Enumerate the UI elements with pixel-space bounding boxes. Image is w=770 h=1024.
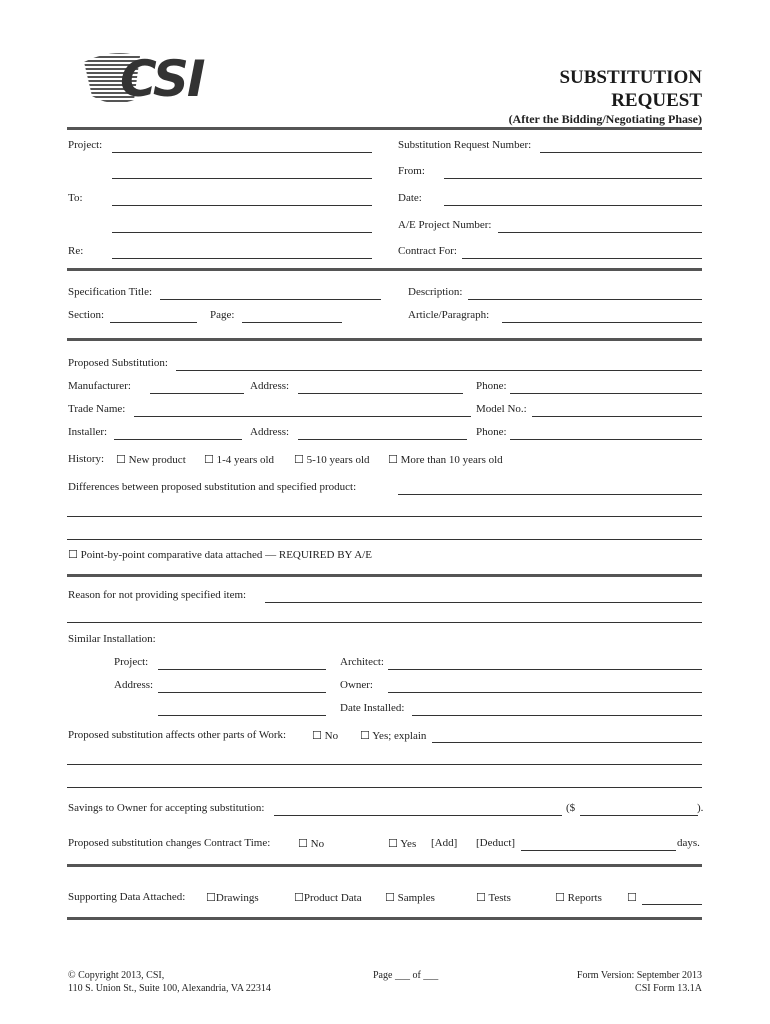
phone-label: Phone:	[476, 380, 507, 392]
footer-page: Page ___ of ___	[373, 970, 439, 981]
date-installed-field[interactable]	[412, 702, 702, 716]
checkbox-icon[interactable]: ☐	[360, 729, 370, 742]
supporting-option-label: Product Data	[303, 892, 362, 904]
supporting-drawings[interactable]	[206, 891, 259, 904]
installer-label: Installer:	[68, 426, 108, 438]
sub-req-number-field[interactable]	[540, 139, 702, 153]
footer-form-no: CSI Form 13.1A	[635, 983, 702, 994]
project-field-2[interactable]	[112, 165, 372, 179]
spec-title-field[interactable]	[160, 286, 381, 300]
installer-field[interactable]	[114, 426, 242, 440]
savings-dollar-open: ($	[566, 802, 576, 814]
history-1-4-years[interactable]	[204, 453, 274, 466]
checkbox-icon[interactable]: ☐	[385, 891, 395, 904]
installer-phone-label: Phone:	[476, 426, 507, 438]
article-label: Article/Paragraph:	[408, 309, 490, 321]
architect-label: Architect:	[340, 656, 384, 668]
csi-logo	[82, 48, 217, 110]
owner-label: Owner:	[340, 679, 373, 691]
divider	[67, 127, 702, 130]
savings-label: Savings to Owner for accepting substitution:	[68, 802, 265, 814]
point-by-point-checkbox[interactable]	[68, 548, 372, 561]
checkbox-icon[interactable]: ☐	[204, 453, 214, 466]
supporting-option-label: Tests	[488, 892, 511, 904]
supporting-samples[interactable]	[385, 891, 435, 904]
similar-project-label: Project:	[114, 656, 149, 668]
trade-name-label: Trade Name:	[68, 403, 126, 415]
description-label: Description:	[408, 286, 463, 298]
differences-label: Differences between proposed substitution and specified product:	[68, 481, 357, 493]
divider	[67, 338, 702, 341]
form-title-line1: SUBSTITUTION	[559, 67, 702, 88]
phone-field[interactable]	[510, 380, 702, 394]
similar-address-field[interactable]	[158, 679, 326, 693]
checkbox-icon[interactable]: ☐	[294, 453, 304, 466]
checkbox-icon[interactable]: ☐	[388, 453, 398, 466]
affects-yes-label: Yes; explain	[372, 730, 427, 742]
affects-explain-field-3[interactable]	[67, 774, 702, 788]
checkbox-icon[interactable]: ☐	[476, 891, 486, 904]
affects-explain-field[interactable]	[432, 729, 702, 743]
history-option-label: 5-10 years old	[306, 454, 370, 466]
to-field[interactable]	[112, 192, 372, 206]
differences-field[interactable]	[398, 481, 702, 495]
differences-field-2[interactable]	[67, 503, 702, 517]
deduct-label[interactable]: [Deduct]	[476, 837, 516, 849]
checkbox-icon[interactable]: ☐	[555, 891, 565, 904]
reason-field[interactable]	[265, 589, 702, 603]
savings-dollar-close: ).	[697, 802, 704, 814]
supporting-other-field[interactable]	[642, 891, 702, 905]
supporting-other[interactable]	[627, 891, 637, 904]
installer-phone-field[interactable]	[510, 426, 702, 440]
footer-address: 110 S. Union St., Suite 100, Alexandria, VA 22314	[68, 983, 271, 994]
history-more-than-10[interactable]	[388, 453, 503, 466]
date-field[interactable]	[444, 192, 702, 206]
similar-address-label: Address:	[114, 679, 154, 691]
contract-for-field[interactable]	[462, 245, 702, 259]
footer-copyright: © Copyright 2013, CSI,	[68, 970, 165, 981]
reason-field-2[interactable]	[67, 609, 702, 623]
reason-label: Reason for not providing specified item:	[68, 589, 247, 601]
supporting-reports[interactable]	[555, 891, 602, 904]
checkbox-icon[interactable]: ☐	[206, 891, 216, 904]
contract-time-yes-label: Yes	[400, 838, 417, 850]
contract-time-no-label: No	[310, 838, 325, 850]
manufacturer-field[interactable]	[150, 380, 244, 394]
checkbox-icon[interactable]: ☐	[312, 729, 322, 742]
supporting-tests[interactable]	[476, 891, 511, 904]
from-field[interactable]	[444, 165, 702, 179]
project-label: Project:	[68, 139, 103, 151]
proposed-substitution-label: Proposed Substitution:	[68, 357, 168, 369]
architect-field[interactable]	[388, 656, 702, 670]
supporting-option-label: Reports	[567, 892, 602, 904]
supporting-data-label: Supporting Data Attached:	[68, 891, 186, 903]
project-field[interactable]	[112, 139, 372, 153]
supporting-product-data[interactable]	[294, 891, 362, 904]
form-title-line2: REQUEST	[611, 90, 702, 111]
ae-project-number-field[interactable]	[498, 219, 702, 233]
similar-installation-label: Similar Installation:	[68, 633, 156, 645]
footer-version: Form Version: September 2013	[576, 970, 702, 981]
checkbox-icon[interactable]: ☐	[388, 837, 398, 850]
section-field[interactable]	[110, 309, 197, 323]
re-label: Re:	[68, 245, 84, 257]
divider	[67, 917, 702, 920]
checkbox-icon[interactable]: ☐	[68, 548, 78, 561]
from-label: From:	[398, 165, 425, 177]
proposed-substitution-field[interactable]	[176, 357, 702, 371]
page-label: Page:	[210, 309, 235, 321]
address-field[interactable]	[298, 380, 463, 394]
days-field[interactable]	[521, 837, 676, 851]
affects-yes-checkbox[interactable]	[360, 729, 426, 742]
re-field[interactable]	[112, 245, 372, 259]
form-subtitle: (After the Bidding/Negotiating Phase)	[508, 112, 702, 126]
days-label: days.	[677, 837, 700, 849]
sub-req-number-label: Substitution Request Number:	[398, 139, 532, 151]
page-field[interactable]	[242, 309, 342, 323]
date-installed-label: Date Installed:	[340, 702, 405, 714]
similar-address-field-2[interactable]	[158, 702, 326, 716]
differences-field-3[interactable]	[67, 526, 702, 540]
divider	[67, 864, 702, 867]
history-option-label: 1-4 years old	[216, 454, 275, 466]
point-by-point-label: Point-by-point comparative data attached — REQUIRED BY A/E	[80, 549, 372, 561]
spec-title-label: Specification Title:	[68, 286, 153, 298]
manufacturer-label: Manufacturer:	[68, 380, 131, 392]
contract-time-label: Proposed substitution changes Contract Time:	[68, 837, 271, 849]
checkbox-icon[interactable]: ☐	[294, 891, 304, 904]
date-label: Date:	[398, 192, 422, 204]
add-label[interactable]: [Add]	[431, 837, 458, 849]
affects-no-checkbox[interactable]	[312, 729, 338, 742]
divider	[67, 268, 702, 271]
model-no-field[interactable]	[532, 403, 702, 417]
description-field[interactable]	[468, 286, 702, 300]
affects-no-label: No	[324, 730, 339, 742]
history-option-label: More than 10 years old	[400, 454, 503, 466]
logo-text: CSI	[120, 50, 204, 108]
savings-field[interactable]	[274, 802, 562, 816]
history-label: History:	[68, 453, 105, 465]
contract-time-yes-checkbox[interactable]	[388, 837, 416, 850]
installer-address-field[interactable]	[298, 426, 467, 440]
affects-explain-field-2[interactable]	[67, 751, 702, 765]
contract-for-label: Contract For:	[398, 245, 457, 257]
checkbox-icon[interactable]: ☐	[116, 453, 126, 466]
contract-time-no-checkbox[interactable]	[298, 837, 324, 850]
ae-project-number-label: A/E Project Number:	[398, 219, 492, 231]
checkbox-icon[interactable]: ☐	[298, 837, 308, 850]
to-field-2[interactable]	[112, 219, 372, 233]
affects-label: Proposed substitution affects other parts of Work:	[68, 729, 287, 741]
installer-address-label: Address:	[250, 426, 290, 438]
similar-project-field[interactable]	[158, 656, 326, 670]
savings-amount-field[interactable]	[580, 802, 698, 816]
address-label: Address:	[250, 380, 290, 392]
article-field[interactable]	[502, 309, 702, 323]
history-new-product[interactable]	[116, 453, 186, 466]
section-label: Section:	[68, 309, 105, 321]
trade-name-field[interactable]	[134, 403, 471, 417]
supporting-option-label: Drawings	[215, 892, 259, 904]
history-5-10-years[interactable]	[294, 453, 370, 466]
to-label: To:	[68, 192, 83, 204]
checkbox-icon[interactable]: ☐	[627, 891, 637, 904]
model-no-label: Model No.:	[476, 403, 527, 415]
supporting-option-label: Samples	[397, 892, 435, 904]
owner-field[interactable]	[388, 679, 702, 693]
history-option-label: New product	[128, 454, 186, 466]
divider	[67, 574, 702, 577]
